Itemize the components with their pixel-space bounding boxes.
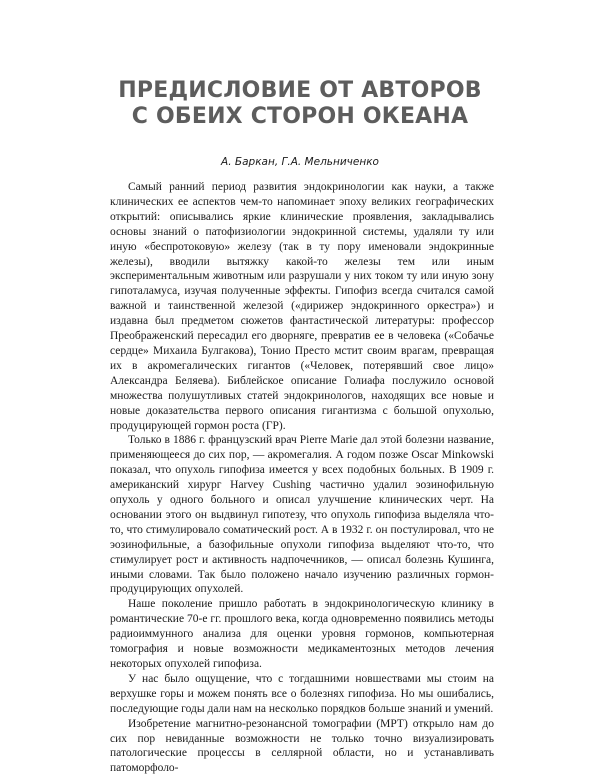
paragraph: Только в 1886 г. французский врач Pierre Marie дал этой болезни название, применяющееся до сих пор, — акромегалия. А годом позже Oscar Minkowski показал, что опухоль гипофиза имеется у всех подобных больных. В 1909 г. американский хирург Harvey Cushing частично удалил эозинофильную опухоль у одного больного и описал улучшение клинических черт. На основании этого он выдвинул гипотезу, что опухоль гипофиза выделяла что-то, что стимулировало соматический рост. А в 1932 г. он постулировал, что не эозинофильные, а базофильные опухоли гипофиза выделяют что-то, что стимулирует рост и активность надпочечников, — описал болезнь Кушинга, иными словами. Так было положено начало изучению различных гормон-продуцирующих опухолей. [110, 434, 494, 596]
paragraph: Наше поколение пришло работать в эндокринологическую клинику в романтические 70-е гг. прошлого века, когда одновременно появились методы радиоиммунного анализа для оценки уровня гормонов, компьютерная томография и новые возможности медикаментозных методов лечения некоторых опухолей гипофиза. [110, 598, 494, 670]
paragraph: У нас было ощущение, что с тогдашними новшествами мы стоим на верхушке горы и можем понять все о болезнях гипофиза. Но мы ошибались, последующие годы дали нам на несколько порядков больше знаний и умений. [110, 672, 494, 715]
title-line-1: ПРЕДИСЛОВИЕ ОТ АВТОРОВ [118, 78, 482, 103]
title-line-2: С ОБЕИХ СТОРОН ОКЕАНА [131, 104, 469, 129]
page-title [0, 78, 600, 130]
paragraph: Изобретение магнитно-резонансной томографии (МРТ) открыло нам до сих пор невиданные возможности не только точно визуализировать патологические процессы в селлярной области, но и устанавливать патоморфоло- [110, 717, 494, 775]
body-text [110, 180, 494, 776]
authors-byline: А. Баркан, Г.А. Мельниченко [221, 156, 379, 168]
paragraph: Самый ранний период развития эндокринологии как науки, а также клинических ее аспектов чем-то напоминает эпоху великих географических открытий: описывались яркие клинические проявления, закладывались основы знаний о патофизиологии эндокринной системы, удаляли ту или иную «беспротоковую» железу (так в ту пору именовали эндокринные железы), вводили вытяжку какой-то железы тем или иным экспериментальным животным или разрушали у них током ту или иную зону гипоталамуса, изучая полученные эффекты. Гипофиз всегда считался самой важной и таинственной железой («дирижер эндокринного оркестра») и издавна был предметом сюжетов фантастической литературы: профессор Преображенский пересадил его дворняге, превратив ее в человека («Собачье сердце» Михаила Булгакова), Тонио Престо мстит своим врагам, превращая их в акромегалических гигантов («Человек, потерявший свое лицо» Александра Беляева). Библейское описание Голиафа послужило основой множества полушутливых статей эндокринологов, находящих все новые и новые доказательства первого описания гигантизма с большой опухолью, продуцирующей гормон роста (ГР). [110, 181, 494, 432]
